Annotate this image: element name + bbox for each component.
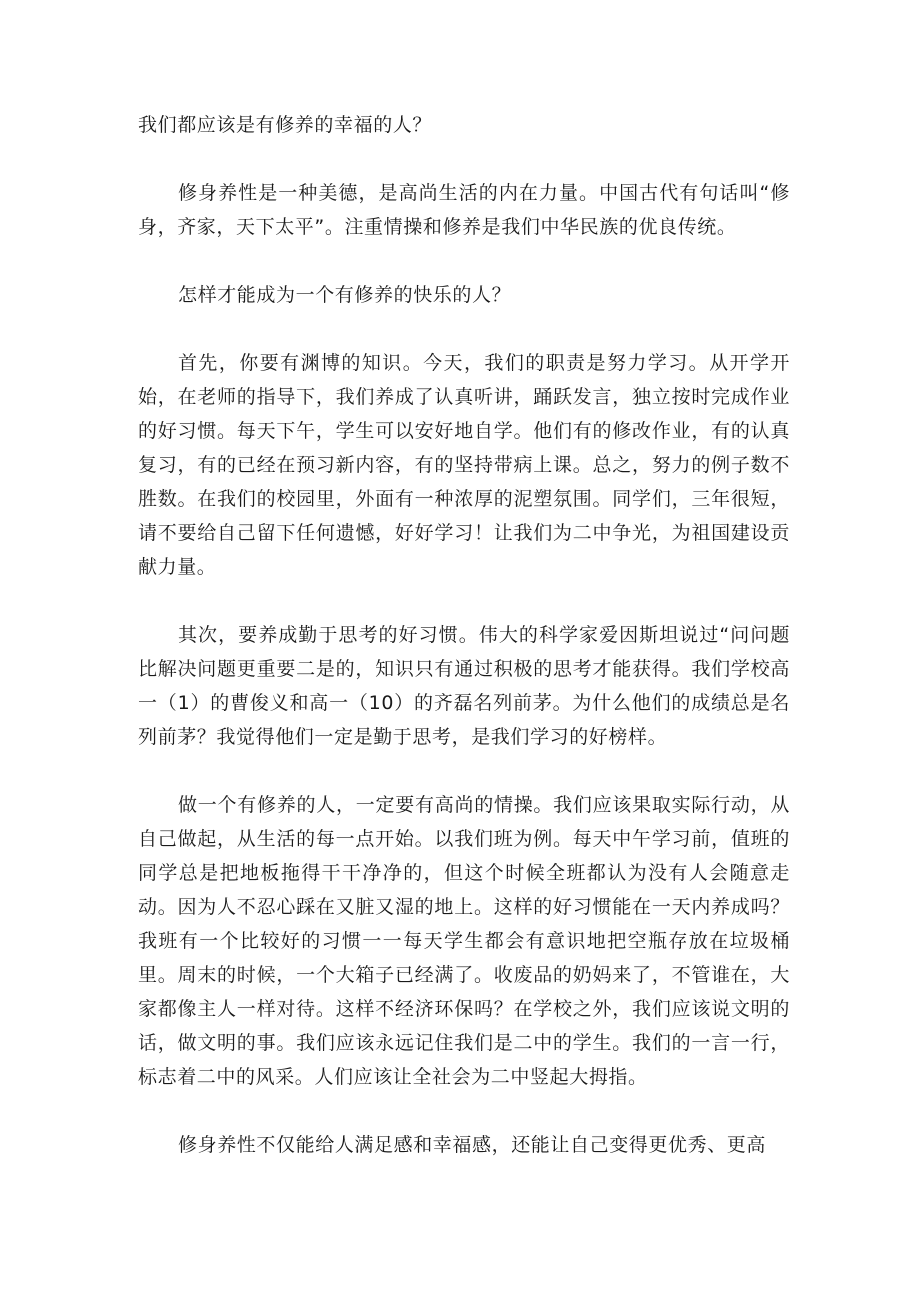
paragraph-conduct: 做一个有修养的人，一定要有高尚的情操。我们应该果取实际行动，从自己做起，从生活的每一点开始。以我们班为例。每天中午学习前，值班的同学总是把地板拖得干干净净的，但这个时候全班都认为没有人会随意走动。因为人不忍心踩在又脏又湿的地上。这样的好习惯能在一天内养成吗？我班有一个比较好的习惯一一每天学生都会有意识地把空瓶存放在垃圾桶里。周末的时候，一个大箱子已经满了。收废品的奶妈来了，不管谁在，大家都像主人一样对待。这样不经济环保吗？在学校之外，我们应该说文明的话，做文明的事。我们应该永远记住我们是二中的学生。我们的一言一行，标志着二中的风采。人们应该让全社会为二中竖起大拇指。: [138, 794, 790, 1088]
paragraph-closing: 修身养性不仅能给人满足感和幸福感，还能让自己变得更优秀、更高: [178, 1134, 767, 1156]
paragraph-knowledge: 首先，你要有渊博的知识。今天，我们的职责是努力学习。从开学开始，在老师的指导下，我们养成了认真听讲，踊跃发言，独立按时完成作业的好习惯。每天下午，学生可以安好地自学。他们有的修改作业，有的认真复习，有的已经在预习新内容，有的坚持带病上课。总之，努力的例子数不胜数。在我们的校园里，外面有一种浓厚的泥塑氛围。同学们，三年很短，请不要给自己留下任何遗憾，好好学习！让我们为二中争光，为祖国建设贡献力量。: [138, 352, 790, 578]
paragraph-intro: 修身养性是一种美德，是高尚生活的内在力量。中国古代有句话叫“修身，齐家，天下太平”。注重情操和修养是我们中华民族的优良传统。: [138, 182, 790, 238]
paragraph-thinking: 其次，要养成勤于思考的好习惯。伟大的科学家爱因斯坦说过“问问题比解决问题更重要二是的，知识只有通过积极的思考才能获得。我们学校高一（1）的曹俊义和高一（10）的齐磊名列前茅。为什么他们的成绩总是名列前茅？我觉得他们一定是勤于思考，是我们学习的好榜样。: [138, 624, 790, 748]
paragraph-question: 怎样才能成为一个有修养的快乐的人？: [178, 284, 512, 306]
question-heading: 我们都应该是有修养的幸福的人？: [138, 114, 433, 136]
document-body: [138, 108, 790, 1196]
